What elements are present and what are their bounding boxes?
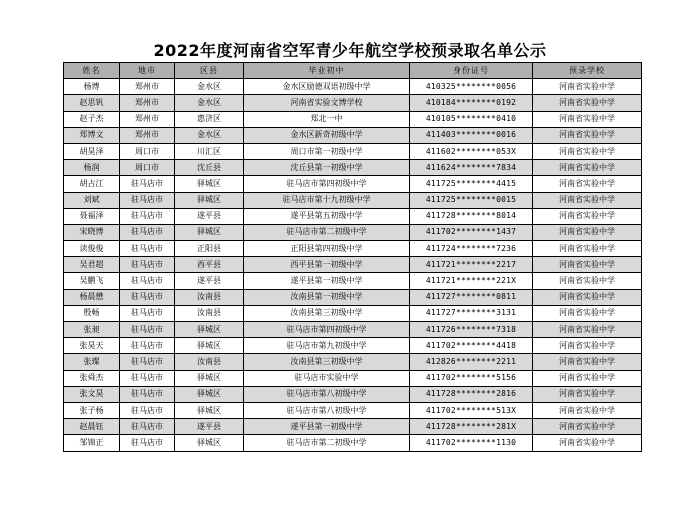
table-row xyxy=(64,224,642,240)
cell-id-number: 411721********2217 xyxy=(410,257,533,273)
cell-city: 郑州市 xyxy=(120,95,175,111)
cell-district: 遂平县 xyxy=(175,208,244,224)
table-row xyxy=(64,402,642,418)
cell-id-number: 411725********0015 xyxy=(410,192,533,208)
cell-middle-school: 遂平县第五初级中学 xyxy=(244,208,410,224)
cell-admitted-school: 河南省实验中学 xyxy=(533,257,642,273)
cell-admitted-school: 河南省实验中学 xyxy=(533,192,642,208)
cell-admitted-school: 河南省实验中学 xyxy=(533,305,642,321)
cell-middle-school: 金水区励德双语初级中学 xyxy=(244,79,410,95)
cell-id-number: 410325********0056 xyxy=(410,79,533,95)
table-row xyxy=(64,95,642,111)
cell-middle-school: 金水区新奇初级中学 xyxy=(244,127,410,143)
cell-id-number: 411726********7318 xyxy=(410,322,533,338)
cell-id-number: 411403********0016 xyxy=(410,127,533,143)
cell-city: 驻马店市 xyxy=(120,419,175,435)
cell-district: 驿城区 xyxy=(175,435,244,451)
cell-admitted-school: 河南省实验中学 xyxy=(533,224,642,240)
table-row xyxy=(64,305,642,321)
cell-admitted-school: 河南省实验中学 xyxy=(533,419,642,435)
table-row xyxy=(64,273,642,289)
table-row xyxy=(64,370,642,386)
cell-city: 驻马店市 xyxy=(120,402,175,418)
cell-middle-school: 驻马店市第八初级中学 xyxy=(244,386,410,402)
cell-city: 驻马店市 xyxy=(120,289,175,305)
cell-city: 驻马店市 xyxy=(120,322,175,338)
cell-middle-school: 汝南县第一初级中学 xyxy=(244,289,410,305)
cell-name: 胡占江 xyxy=(64,176,120,192)
cell-city: 驻马店市 xyxy=(120,257,175,273)
cell-district: 遂平县 xyxy=(175,419,244,435)
cell-middle-school: 汝南县第三初级中学 xyxy=(244,354,410,370)
header-city: 地市 xyxy=(120,63,175,79)
cell-city: 驻马店市 xyxy=(120,338,175,354)
cell-district: 驿城区 xyxy=(175,338,244,354)
cell-city: 驻马店市 xyxy=(120,370,175,386)
cell-id-number: 411727********0811 xyxy=(410,289,533,305)
cell-middle-school: 汝南县第三初级中学 xyxy=(244,305,410,321)
cell-id-number: 411725********4415 xyxy=(410,176,533,192)
table-header-row xyxy=(64,63,642,79)
header-middle-school: 毕业初中 xyxy=(244,63,410,79)
header-name: 姓名 xyxy=(64,63,120,79)
cell-district: 西平县 xyxy=(175,257,244,273)
cell-admitted-school: 河南省实验中学 xyxy=(533,322,642,338)
cell-name: 张昊天 xyxy=(64,338,120,354)
cell-name: 宋晓博 xyxy=(64,224,120,240)
cell-admitted-school: 河南省实验中学 xyxy=(533,338,642,354)
cell-middle-school: 驻马店市第十九初级中学 xyxy=(244,192,410,208)
table-row xyxy=(64,338,642,354)
cell-city: 驻马店市 xyxy=(120,305,175,321)
cell-district: 惠济区 xyxy=(175,111,244,127)
cell-district: 金水区 xyxy=(175,127,244,143)
cell-name: 吴鹏飞 xyxy=(64,273,120,289)
cell-name: 吴君超 xyxy=(64,257,120,273)
cell-middle-school: 驻马店市第八初级中学 xyxy=(244,402,410,418)
cell-middle-school: 驻马店市第二初级中学 xyxy=(244,224,410,240)
table-row xyxy=(64,322,642,338)
cell-id-number: 410105********0410 xyxy=(410,111,533,127)
cell-name: 张昶 xyxy=(64,322,120,338)
cell-id-number: 411728********8014 xyxy=(410,208,533,224)
cell-admitted-school: 河南省实验中学 xyxy=(533,111,642,127)
cell-id-number: 412826********2211 xyxy=(410,354,533,370)
table-row xyxy=(64,160,642,176)
cell-name: 胡昊泽 xyxy=(64,143,120,159)
page-title: 2022年度河南省空军青少年航空学校预录取名单公示 xyxy=(153,41,547,60)
table-row xyxy=(64,79,642,95)
cell-city: 驻马店市 xyxy=(120,273,175,289)
cell-id-number: 411724********7236 xyxy=(410,241,533,257)
cell-district: 金水区 xyxy=(175,95,244,111)
cell-admitted-school: 河南省实验中学 xyxy=(533,402,642,418)
cell-name: 郑博文 xyxy=(64,127,120,143)
cell-district: 驿城区 xyxy=(175,176,244,192)
cell-id-number: 411702********1130 xyxy=(410,435,533,451)
cell-city: 驻马店市 xyxy=(120,192,175,208)
cell-district: 金水区 xyxy=(175,79,244,95)
table-row xyxy=(64,289,642,305)
cell-name: 刘斌 xyxy=(64,192,120,208)
cell-middle-school: 驻马店市第二初级中学 xyxy=(244,435,410,451)
cell-city: 驻马店市 xyxy=(120,241,175,257)
table-row xyxy=(64,143,642,159)
cell-id-number: 411602********053X xyxy=(410,143,533,159)
cell-name: 赵思钒 xyxy=(64,95,120,111)
cell-middle-school: 西平县第一初级中学 xyxy=(244,257,410,273)
cell-district: 驿城区 xyxy=(175,192,244,208)
cell-admitted-school: 河南省实验中学 xyxy=(533,354,642,370)
cell-admitted-school: 河南省实验中学 xyxy=(533,289,642,305)
table-row xyxy=(64,241,642,257)
cell-middle-school: 驻马店市第九初级中学 xyxy=(244,338,410,354)
cell-admitted-school: 河南省实验中学 xyxy=(533,176,642,192)
cell-middle-school: 沈丘县第一初级中学 xyxy=(244,160,410,176)
cell-name: 赵子杰 xyxy=(64,111,120,127)
table-row xyxy=(64,111,642,127)
cell-name: 张璨 xyxy=(64,354,120,370)
cell-name: 殷畅 xyxy=(64,305,120,321)
header-admitted-school: 预录学校 xyxy=(533,63,642,79)
cell-name: 杨博 xyxy=(64,79,120,95)
table-row xyxy=(64,354,642,370)
header-district: 区县 xyxy=(175,63,244,79)
cell-name: 赵晨钰 xyxy=(64,419,120,435)
cell-name: 张舜杰 xyxy=(64,370,120,386)
cell-id-number: 411702********5156 xyxy=(410,370,533,386)
cell-name: 邹锦正 xyxy=(64,435,120,451)
cell-name: 张子杨 xyxy=(64,402,120,418)
cell-name: 读俊俊 xyxy=(64,241,120,257)
cell-id-number: 411702********513X xyxy=(410,402,533,418)
cell-admitted-school: 河南省实验中学 xyxy=(533,435,642,451)
cell-admitted-school: 河南省实验中学 xyxy=(533,127,642,143)
cell-district: 驿城区 xyxy=(175,402,244,418)
cell-district: 沈丘县 xyxy=(175,160,244,176)
cell-id-number: 411728********281X xyxy=(410,419,533,435)
table-row xyxy=(64,257,642,273)
cell-middle-school: 河南省实验文博学校 xyxy=(244,95,410,111)
cell-id-number: 411728********2816 xyxy=(410,386,533,402)
table-row xyxy=(64,127,642,143)
cell-city: 郑州市 xyxy=(120,111,175,127)
cell-district: 遂平县 xyxy=(175,273,244,289)
cell-district: 驿城区 xyxy=(175,370,244,386)
table-row xyxy=(64,176,642,192)
cell-district: 驿城区 xyxy=(175,224,244,240)
cell-admitted-school: 河南省实验中学 xyxy=(533,95,642,111)
cell-middle-school: 遂平县第一初级中学 xyxy=(244,419,410,435)
table-row xyxy=(64,386,642,402)
cell-middle-school: 周口市第一初级中学 xyxy=(244,143,410,159)
cell-admitted-school: 河南省实验中学 xyxy=(533,273,642,289)
cell-admitted-school: 河南省实验中学 xyxy=(533,208,642,224)
cell-district: 正阳县 xyxy=(175,241,244,257)
admission-table xyxy=(63,62,642,452)
cell-admitted-school: 河南省实验中学 xyxy=(533,160,642,176)
cell-name: 杨晨懋 xyxy=(64,289,120,305)
cell-district: 川汇区 xyxy=(175,143,244,159)
cell-admitted-school: 河南省实验中学 xyxy=(533,370,642,386)
cell-city: 驻马店市 xyxy=(120,208,175,224)
cell-id-number: 410184********0192 xyxy=(410,95,533,111)
cell-id-number: 411702********1437 xyxy=(410,224,533,240)
cell-admitted-school: 河南省实验中学 xyxy=(533,241,642,257)
table-row xyxy=(64,435,642,451)
cell-middle-school: 驻马店市第四初级中学 xyxy=(244,176,410,192)
header-id-number: 身份证号 xyxy=(410,63,533,79)
cell-id-number: 411721********221X xyxy=(410,273,533,289)
table-row xyxy=(64,192,642,208)
cell-city: 驻马店市 xyxy=(120,354,175,370)
cell-middle-school: 驻马店市实验中学 xyxy=(244,370,410,386)
cell-middle-school: 正阳县第四初级中学 xyxy=(244,241,410,257)
table-row xyxy=(64,208,642,224)
cell-district: 汝南县 xyxy=(175,354,244,370)
cell-name: 张文昊 xyxy=(64,386,120,402)
cell-middle-school: 驻马店市第四初级中学 xyxy=(244,322,410,338)
cell-city: 驻马店市 xyxy=(120,435,175,451)
cell-city: 驻马店市 xyxy=(120,386,175,402)
cell-admitted-school: 河南省实验中学 xyxy=(533,79,642,95)
cell-district: 汝南县 xyxy=(175,305,244,321)
cell-name: 聂福泽 xyxy=(64,208,120,224)
cell-city: 郑州市 xyxy=(120,127,175,143)
cell-name: 杨润 xyxy=(64,160,120,176)
cell-middle-school: 郑北一中 xyxy=(244,111,410,127)
cell-district: 驿城区 xyxy=(175,386,244,402)
cell-id-number: 411624********7834 xyxy=(410,160,533,176)
cell-admitted-school: 河南省实验中学 xyxy=(533,143,642,159)
cell-district: 驿城区 xyxy=(175,322,244,338)
cell-city: 郑州市 xyxy=(120,79,175,95)
cell-middle-school: 遂平县第一初级中学 xyxy=(244,273,410,289)
cell-city: 周口市 xyxy=(120,160,175,176)
table-row xyxy=(64,419,642,435)
cell-id-number: 411727********3131 xyxy=(410,305,533,321)
cell-admitted-school: 河南省实验中学 xyxy=(533,386,642,402)
cell-city: 驻马店市 xyxy=(120,176,175,192)
cell-district: 汝南县 xyxy=(175,289,244,305)
cell-city: 周口市 xyxy=(120,143,175,159)
table-body xyxy=(64,79,642,451)
cell-city: 驻马店市 xyxy=(120,224,175,240)
cell-id-number: 411702********4418 xyxy=(410,338,533,354)
